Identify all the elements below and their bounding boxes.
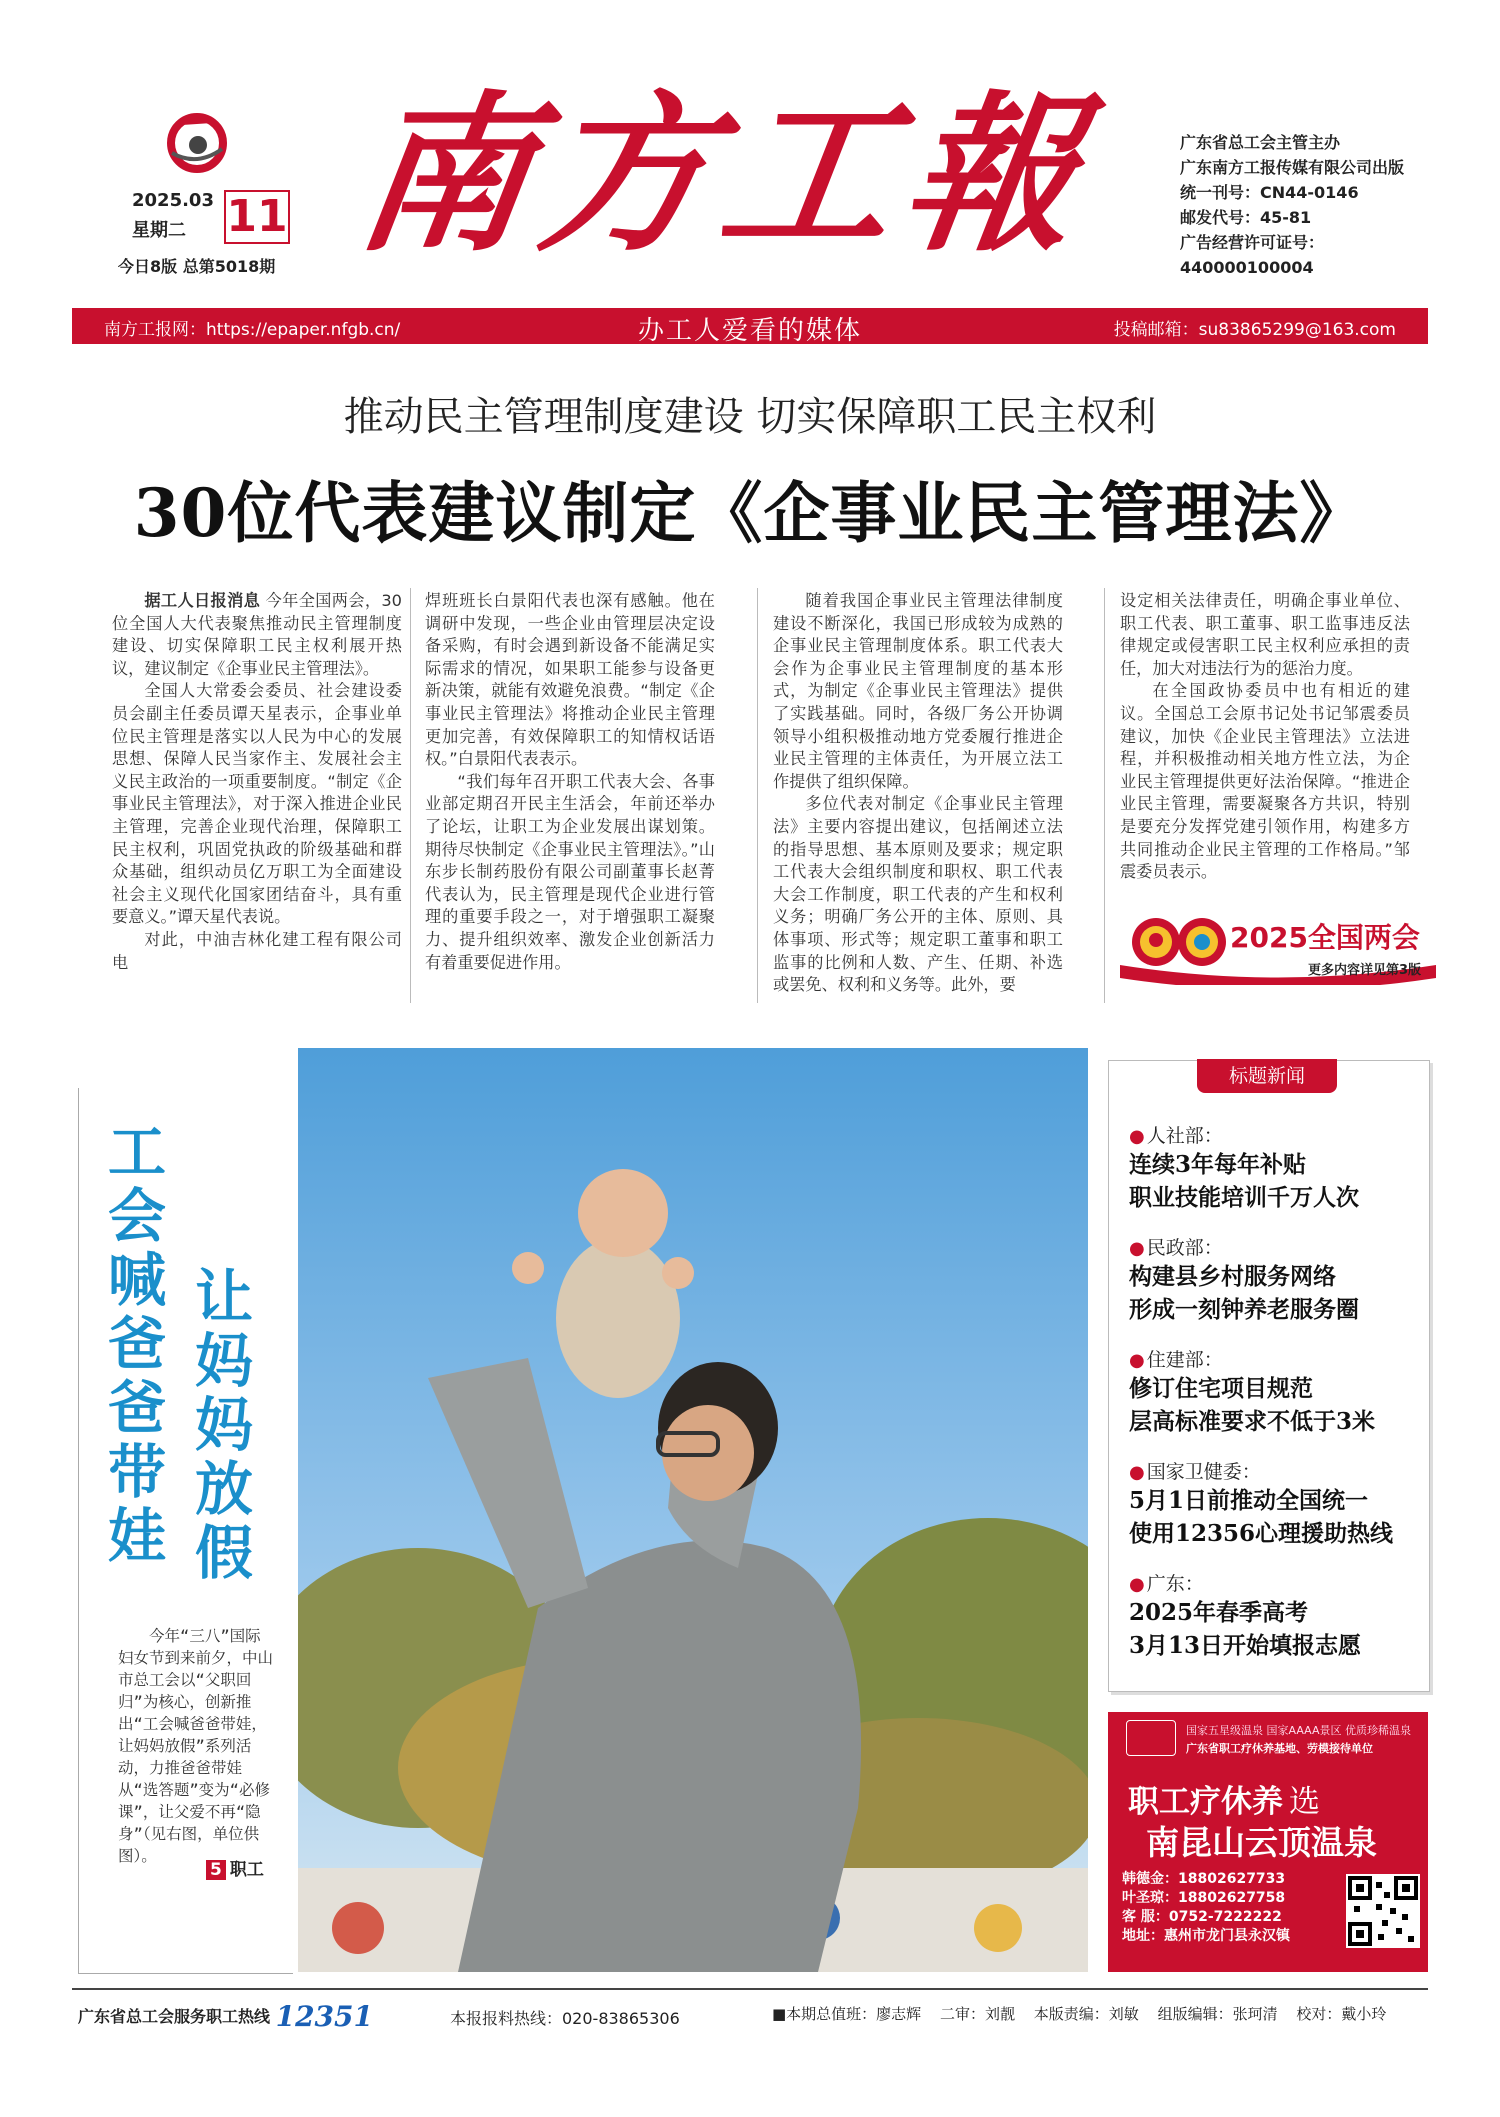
date-year-month: 2025.03 bbox=[132, 190, 214, 211]
news-title-line: 连续3年每年补贴 bbox=[1129, 1151, 1307, 1178]
publisher-line: 广东省总工会主管主办 bbox=[1180, 133, 1341, 152]
news-title-line: 5月1日前推动全国统一 bbox=[1129, 1487, 1369, 1514]
headline-news-item[interactable] bbox=[1129, 1457, 1419, 1550]
article-paragraph: “我们每年召开职工代表大会、各事业部定期召开民主生活会，年前还举办了论坛，让职工为企业发展出谋划策。期待尽快制定《企事业民主管理法》。”山东步长制药股份有限公司副董事长赵菁代表认为，民主管理是现代企业进行管理的重要手段之一，对于增强职工凝聚力、提升组织效率、激发企业创新活力有着重要促进作用。 bbox=[425, 771, 715, 972]
article-paragraph: 多位代表对制定《企事业民主管理法》主要内容提出建议，包括阐述立法的指导思想、基本原则及要求；规定职工代表大会组织制度和职权、职工代表大会工作制度，职工代表的产生和权利义务；明确厂务公开的主体、原则、具体事项、形式等；规定职工董事和职工监事的比例和人数、产生、任期、补选或罢免、权利和义务等。此外，要 bbox=[773, 794, 1063, 995]
feature-caption: 今年“三八”国际妇女节到来前夕，中山市总工会以“父职回归”为核心，创新推出“工会喊爸爸带娃，让妈妈放假”系列活动，力推爸爸带娃从“选答题”变为“必修课”，让父爱不再“隐身”（见右图，单位供图）。 bbox=[118, 1627, 274, 1865]
hotline-number[interactable]: 12351 bbox=[275, 2000, 374, 2033]
publisher-line: 广东南方工报传媒有限公司出版 bbox=[1180, 158, 1405, 177]
lead-kicker: 推动民主管理制度建设 切实保障职工民主权利 bbox=[343, 394, 1157, 440]
news-title-line: 层高标准要求不低于3米 bbox=[1129, 1408, 1376, 1435]
publisher-line: 统一刊号：CN44-0146 bbox=[1180, 183, 1359, 202]
newspaper-logo-icon bbox=[162, 105, 232, 175]
headline-news-item[interactable] bbox=[1129, 1345, 1419, 1438]
union-hotline: 广东省总工会服务职工热线 12351 bbox=[78, 2000, 374, 2033]
footer-divider bbox=[72, 1988, 1428, 1990]
article-column-2 bbox=[425, 590, 715, 974]
headline-news-box bbox=[1108, 1060, 1430, 1692]
article-paragraph: 在全国政协委员中也有相近的建议。全国总工会原书记处书记邹震委员建议，加快《企业民主管理法》立法进程，并积极推动相关地方性立法，为企业民主管理提供更好法治保障。“推进企业民主管理，需要凝聚各方共识，特别是要充分发挥党建引领作用，构建多方共同推动企业民主管理的工作格局。”邹震委员表示。 bbox=[1120, 681, 1410, 882]
slogan: 办工人爱看的媒体 bbox=[637, 316, 862, 346]
phone-icon-line: 叶圣琼：18802627758 bbox=[1122, 1890, 1286, 1906]
article-column-3 bbox=[773, 590, 1063, 997]
lead-headline: 30位代表建议制定《企事业民主管理法》 bbox=[133, 474, 1367, 552]
bullet-icon: ● bbox=[1129, 1126, 1145, 1147]
news-department: ● 国家卫健委： bbox=[1129, 1461, 1261, 1483]
feature-title-main: 工会喊爸爸带娃 bbox=[108, 1118, 167, 1570]
ad-headline: 职工疗休养 选 bbox=[1128, 1784, 1320, 1820]
editorial-credits bbox=[772, 2003, 1400, 2024]
credit-item: 本版责编：刘敏 bbox=[1033, 2005, 1139, 2023]
article-paragraph: 设定相关法律责任，明确企事业单位、职工代表、职工董事、职工监事违反法律规定或侵害职工民主权利应承担的责任，加大对违法行为的惩治力度。 bbox=[1120, 591, 1410, 678]
news-title-line: 形成一刻钟养老服务圈 bbox=[1129, 1296, 1359, 1323]
bullet-icon: ● bbox=[1129, 1574, 1145, 1595]
news-department: ● 人社部： bbox=[1129, 1125, 1223, 1147]
date-weekday: 星期二 bbox=[132, 220, 186, 241]
credit-item: 校对：戴小玲 bbox=[1296, 2005, 1387, 2023]
page-number: 5 bbox=[206, 1860, 226, 1880]
tip-hotline: 本报报料热线：020-83865306 bbox=[450, 2009, 680, 2028]
ad-resort-name: 南昆山云顶温泉 bbox=[1146, 1823, 1377, 1862]
website-link[interactable]: 南方工报网：https://epaper.nfgb.cn/ bbox=[104, 320, 401, 340]
phone-icon-line: 韩德金：18802627733 bbox=[1122, 1871, 1286, 1887]
column-divider bbox=[1104, 588, 1105, 1003]
article-paragraph: 全国人大常委会委员、社会建设委员会副主任委员谭天星表示，企事业单位民主管理是落实以人民为中心的发展思想、保障人民当家作主、发展社会主义民主政治的一项重要制度。“制定《企事业民主管理法》，对于深入推进企业民主管理，完善企业现代治理，保障职工民主权利，巩固党执政的阶级基础和群众基础，组织动员亿万职工为全面建设社会主义现代化国家团结奋斗，具有重要意义。”谭天星代表说。 bbox=[112, 681, 402, 927]
article-paragraph: 对此，中油吉林化建工程有限公司电 bbox=[112, 929, 402, 972]
issue-date bbox=[118, 190, 290, 246]
news-title-line: 3月13日开始填报志愿 bbox=[1129, 1632, 1362, 1659]
headline-news-item[interactable] bbox=[1129, 1121, 1419, 1214]
credit-item: 二审：刘靓 bbox=[939, 2005, 1015, 2023]
credit-item: ■本期总值班：廖志辉 bbox=[772, 2005, 922, 2023]
column-divider bbox=[410, 588, 411, 1003]
ad-contacts bbox=[1122, 1870, 1290, 1946]
location-icon-line: 地址：惠州市龙门县永汉镇 bbox=[1122, 1928, 1290, 1944]
publisher-line: 广告经营许可证号： bbox=[1180, 233, 1325, 252]
article-paragraph: 据工人日报消息 今年全国两会，30位全国人大代表聚焦推动民主管理制度建设、切实保障职工民主权利展开热议，建议制定《企事业民主管理法》。 bbox=[112, 591, 402, 678]
page-section: 职工 bbox=[229, 1860, 264, 1880]
headline-news-tab: 标题新闻 bbox=[1197, 1059, 1337, 1093]
article-byline: 据工人日报消息 bbox=[144, 591, 261, 610]
bullet-icon: ● bbox=[1129, 1350, 1145, 1371]
qr-code-icon[interactable] bbox=[1346, 1874, 1420, 1948]
article-column-4 bbox=[1120, 590, 1410, 884]
resort-logo-icon bbox=[1126, 1720, 1176, 1756]
publisher-line: 440000100004 bbox=[1180, 258, 1314, 277]
news-title-line: 2025年春季高考 bbox=[1129, 1599, 1309, 1626]
news-title-line: 修订住宅项目规范 bbox=[1129, 1375, 1313, 1402]
issue-info: 今日8版 总第5018期 bbox=[118, 257, 276, 276]
page-reference[interactable] bbox=[206, 1855, 264, 1880]
article-column-1 bbox=[112, 590, 402, 974]
headline-news-item[interactable] bbox=[1129, 1233, 1419, 1326]
feature-title-secondary: 让妈妈放假 bbox=[195, 1263, 254, 1587]
news-title-line: 职业技能培训千万人次 bbox=[1129, 1184, 1359, 1211]
headline-news-item[interactable] bbox=[1129, 1569, 1419, 1662]
article-paragraph: 焊班班长白景阳代表也深有感触。他在调研中发现，一些企业由管理层决定设备采购，有时会遇到新设备不能满足实际需求的情况，如果职工能参与设备更新决策，就能有效避免浪费。“制定《企事业民主管理法》将推动企业民主管理更加完善，有效保障职工的知情权话语权。”白景阳代表表示。 bbox=[425, 591, 715, 769]
date-day: 11 bbox=[224, 190, 290, 244]
ad-tagline: 国家五星级温泉 国家AAAA景区 优质珍稀温泉 广东省职工疗休养基地、劳模接待单位 bbox=[1186, 1724, 1412, 1755]
npc-badge-subtitle: 更多内容详见第3版 bbox=[1308, 963, 1422, 978]
publisher-info bbox=[1180, 130, 1404, 280]
credit-item: 组版编辑：张珂清 bbox=[1157, 2005, 1278, 2023]
masthead-banner bbox=[72, 308, 1428, 344]
news-department: ● 民政部： bbox=[1129, 1237, 1223, 1259]
hot-spring-advertisement[interactable] bbox=[1108, 1712, 1428, 1972]
bullet-icon: ● bbox=[1129, 1462, 1145, 1483]
news-title-line: 构建县乡村服务网络 bbox=[1129, 1263, 1336, 1290]
news-department: ● 广东： bbox=[1129, 1573, 1204, 1595]
publisher-line: 邮发代号：45-81 bbox=[1180, 208, 1312, 227]
newspaper-title: 南方工報 bbox=[345, 75, 1103, 275]
submission-email[interactable]: 投稿邮箱：su83865299@163.com bbox=[1113, 320, 1396, 340]
column-divider bbox=[757, 588, 758, 1003]
article-paragraph: 随着我国企事业民主管理法律制度建设不断深化，我国已形成较为成熟的企事业民主管理制度体系。职工代表大会作为企事业民主管理制度的基本形式，为制定《企事业民主管理法》提供了实践基础。同时，各级厂务公开协调领导小组积极推动地方党委履行推进企业民主管理的主体责任，为开展立法工作提供了组织保障。 bbox=[773, 591, 1063, 791]
npc-2025-badge[interactable] bbox=[1118, 910, 1438, 985]
bullet-icon: ● bbox=[1129, 1238, 1145, 1259]
phone-icon-line: 客 服：0752-7222222 bbox=[1122, 1909, 1282, 1925]
news-department: ● 住建部： bbox=[1129, 1349, 1223, 1371]
news-title-line: 使用12356心理援助热线 bbox=[1129, 1520, 1394, 1547]
father-baby-photo bbox=[298, 1048, 1088, 1972]
npc-badge-title: 2025全国两会 bbox=[1230, 921, 1420, 954]
